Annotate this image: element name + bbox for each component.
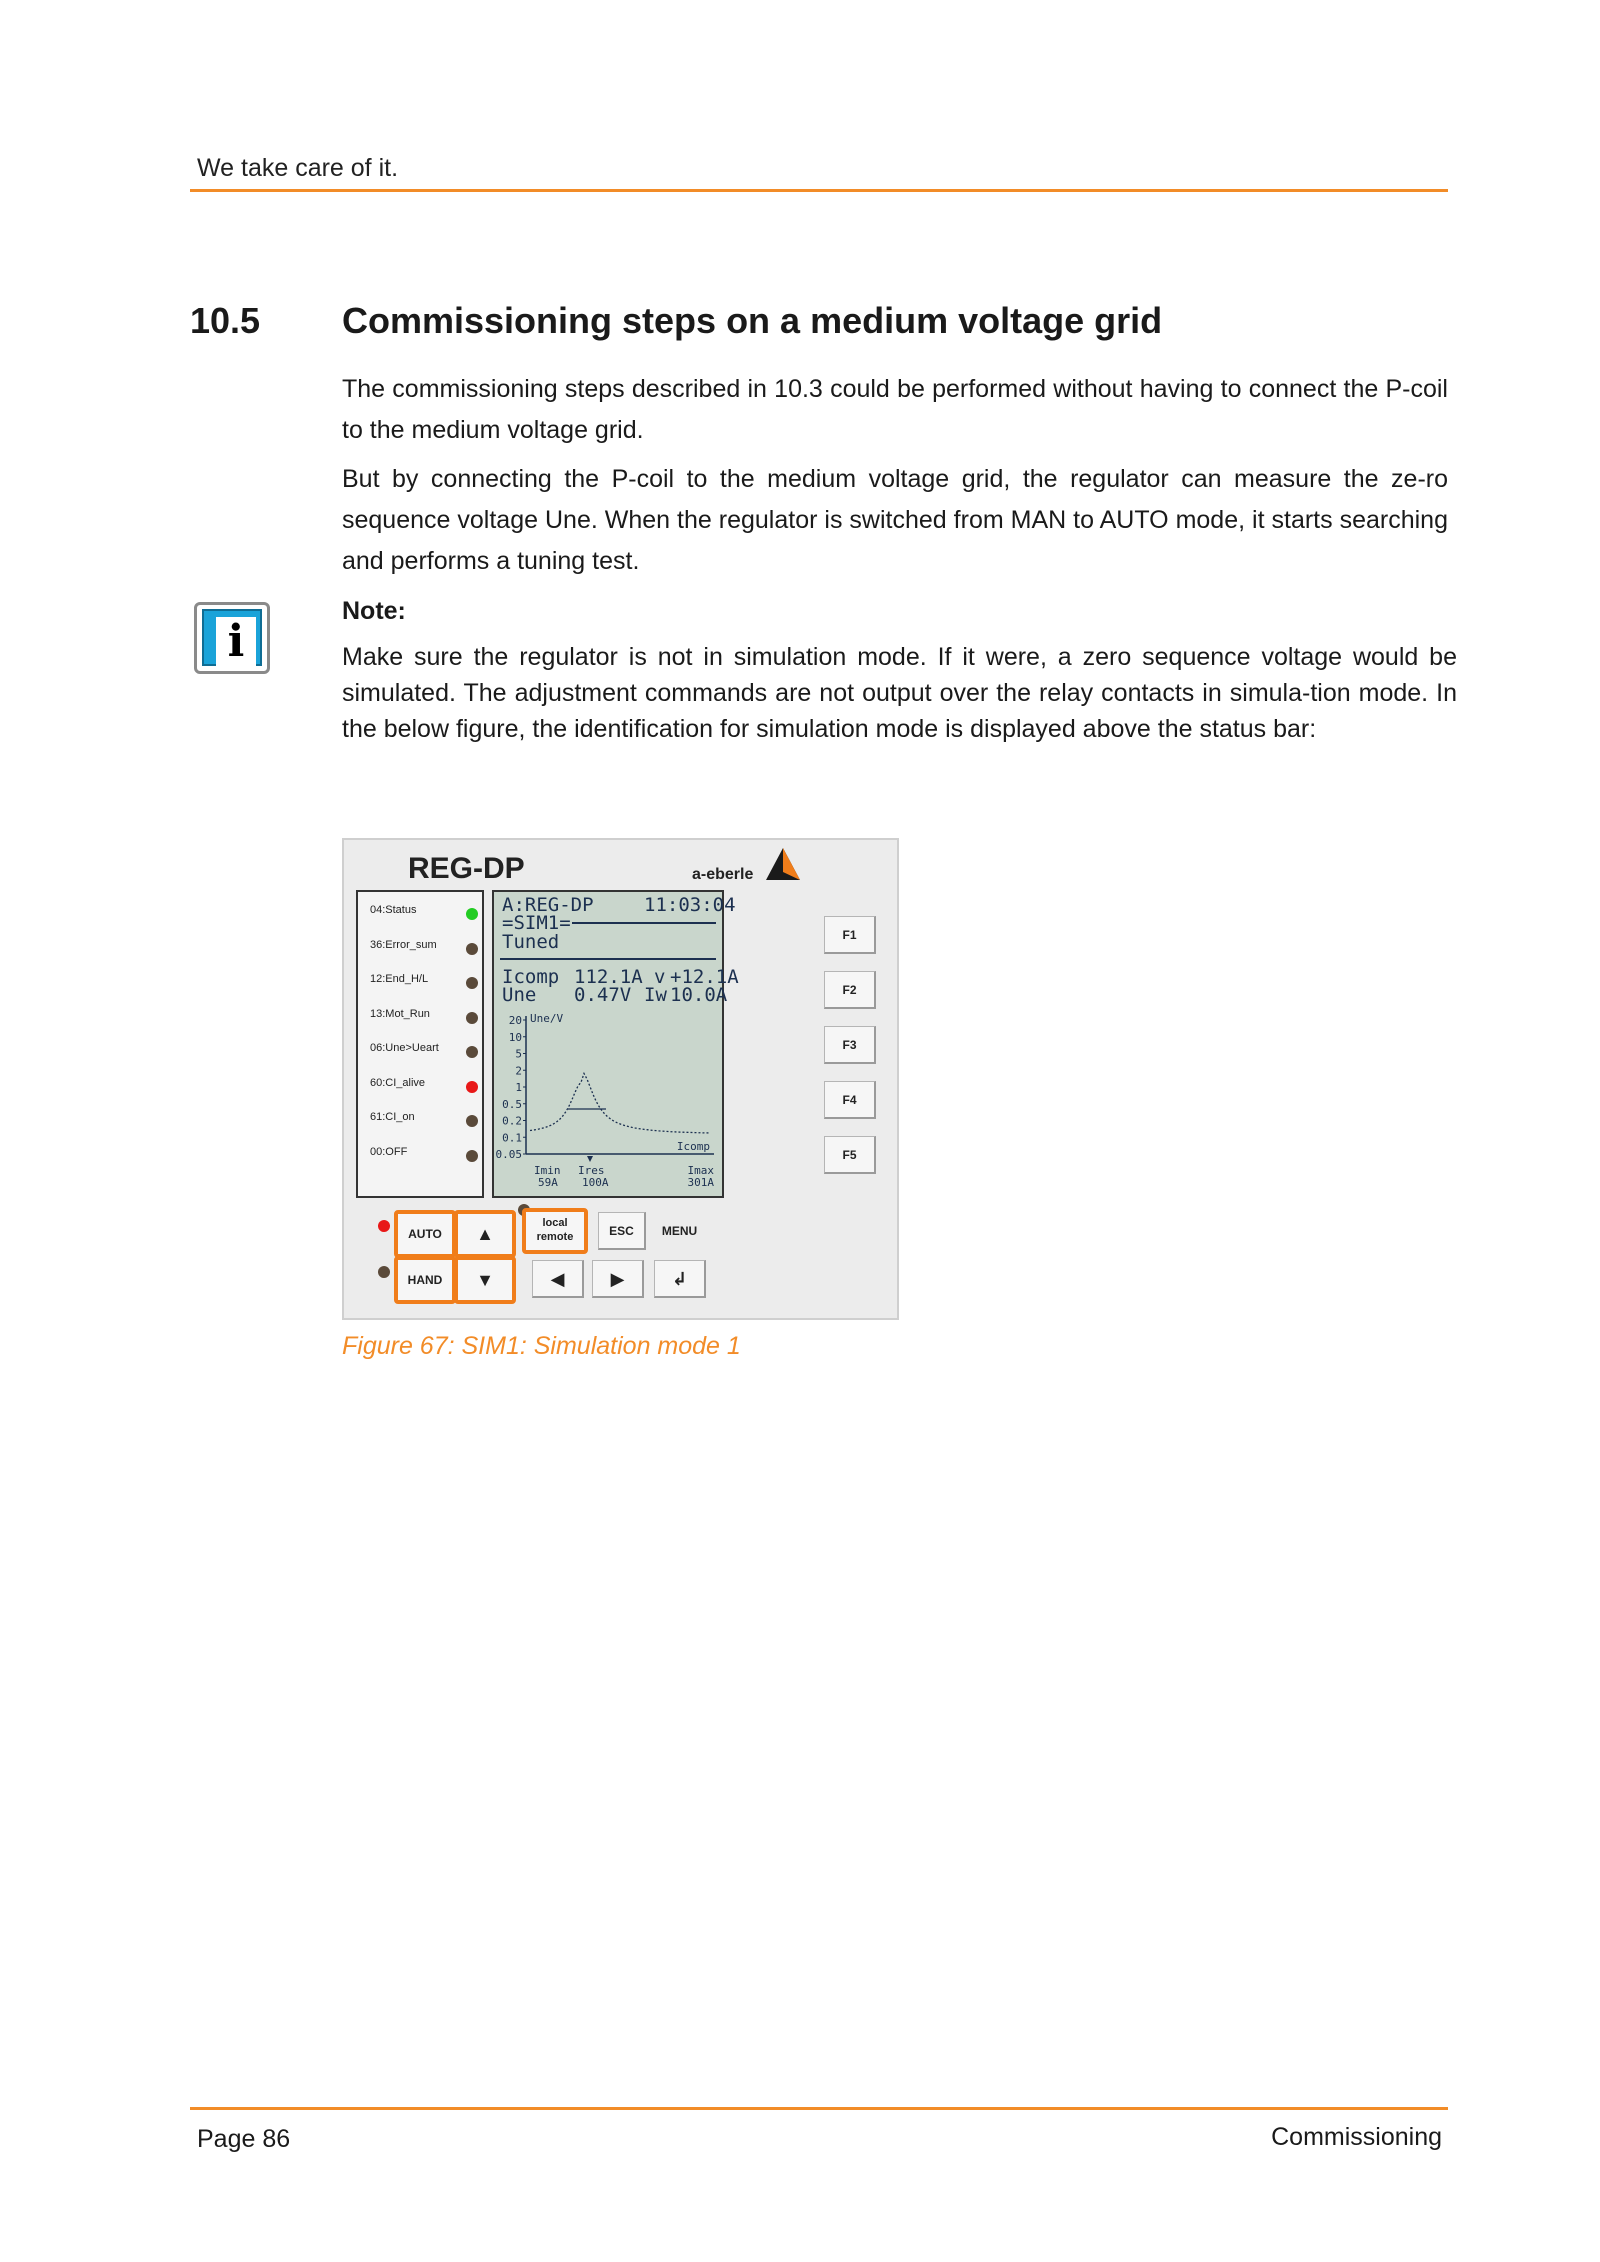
tuning-curve <box>530 1074 710 1134</box>
curve-label: Icomp <box>676 1140 710 1153</box>
paragraph: But by connecting the P-coil to the medium voltage grid, the regulator can measure the ze-ro sequence voltage Une. When the regulator is switched from MAN to AUTO mode, it starts searching and performs a tuning test. <box>342 465 1448 575</box>
status-label: 13:Mot_Run <box>370 1007 430 1020</box>
section-title: Commissioning steps on a medium voltage grid <box>342 300 1163 341</box>
lcd-mode: =SIM1= <box>502 912 571 934</box>
hand-button[interactable] <box>394 1256 456 1304</box>
status-row <box>370 1008 480 1028</box>
lcd-une-value: 0.47V <box>574 984 632 1006</box>
y-tick-label: 0.1 <box>502 1131 522 1145</box>
device-panel-figure <box>342 838 899 1320</box>
paragraph: The commissioning steps described in 10.3 could be performed without having to connect the P-coil to the medium voltage grid. <box>342 375 1448 444</box>
y-tick-label: 0.5 <box>502 1097 522 1111</box>
auto-led <box>378 1220 390 1232</box>
chapter-name: Commissioning <box>1271 2123 1442 2151</box>
function-key-f4[interactable]: F4 <box>824 1081 876 1119</box>
y-tick-label: 10 <box>508 1030 522 1044</box>
lcd-tuning-chart <box>494 892 722 1196</box>
hand-led <box>378 1266 390 1278</box>
section-number: 10.5 <box>190 300 261 341</box>
x-axis-label: Imin <box>534 1164 561 1177</box>
status-row <box>370 1042 480 1062</box>
esc-button[interactable] <box>598 1212 646 1250</box>
lcd-time: 11:03:04 <box>644 894 736 916</box>
y-tick-label: 0.2 <box>502 1114 522 1128</box>
header-rule <box>190 189 1448 192</box>
status-label: 04:Status <box>370 904 417 916</box>
x-axis-value: 301A <box>687 1176 714 1189</box>
status-label: 60:CI_alive <box>370 1076 426 1089</box>
note-heading: Note: <box>342 597 406 625</box>
lcd-title: A:REG-DP <box>502 894 594 916</box>
lcd-icomp-label: Icomp <box>502 966 560 988</box>
note-text: Make sure the regulator is not in simulation mode. If it were, a zero sequence voltage would be simulated. The adjustment commands are not output over the relay contacts in simula-tion mode. In the below figure, the identification for simulation mode is displayed above the status bar: <box>342 643 1457 743</box>
status-led-icon <box>466 1046 478 1058</box>
down-button[interactable] <box>454 1256 516 1304</box>
right-button[interactable] <box>592 1260 644 1298</box>
status-row <box>370 939 480 959</box>
lcd-une-label: Une <box>502 984 537 1006</box>
status-label: 00:OFF <box>370 1145 408 1158</box>
y-tick-label: 2 <box>515 1064 522 1078</box>
y-axis-label: Une/V <box>530 1012 564 1025</box>
status-led-panel <box>356 890 484 1198</box>
status-led-icon <box>466 1081 478 1093</box>
status-label: 06:Une>Ueart <box>370 1042 439 1054</box>
right-arrow-icon: ▶ <box>610 1269 625 1289</box>
status-led-icon <box>466 908 478 920</box>
y-tick-label: 1 <box>515 1081 522 1094</box>
up-arrow-icon: ▲ <box>476 1224 494 1244</box>
y-tick-label: 0.05 <box>495 1148 522 1161</box>
lcd-iw-label: Iw <box>644 984 667 1006</box>
figure-caption: Figure 67: SIM1: Simulation mode 1 <box>342 1332 741 1360</box>
status-led-icon <box>466 977 478 989</box>
y-tick-label: 20 <box>508 1014 522 1027</box>
status-led-icon <box>466 1012 478 1024</box>
status-led-icon <box>466 1115 478 1127</box>
status-label: 36:Error_sum <box>370 938 437 951</box>
auto-button-label: AUTO <box>408 1227 442 1241</box>
header-tagline: We take care of it. <box>197 154 399 182</box>
function-key-f5[interactable]: F5 <box>824 1136 876 1174</box>
lcd-v-label: v <box>654 966 666 988</box>
remote-label: remote <box>536 1231 574 1243</box>
x-axis-value: 100A <box>582 1176 609 1189</box>
left-arrow-icon: ◀ <box>550 1269 565 1289</box>
status-row <box>370 1146 480 1166</box>
info-icon: i <box>194 602 270 674</box>
status-led-icon <box>466 943 478 955</box>
status-row <box>370 973 480 993</box>
x-axis-label: Ires <box>578 1164 605 1177</box>
device-model: REG-DP <box>408 852 525 885</box>
lcd-icomp-value: 112.1A <box>574 966 643 988</box>
function-key-f1[interactable]: F1 <box>824 916 876 954</box>
brand-name: a-eberle <box>692 866 754 883</box>
status-label: 12:End_H/L <box>370 973 429 985</box>
status-row <box>370 904 480 924</box>
lcd-state: Tuned <box>502 931 560 953</box>
page-number: Page 86 <box>197 2125 291 2153</box>
down-arrow-icon: ▼ <box>476 1270 494 1290</box>
enter-icon: ↲ <box>671 1269 688 1289</box>
brand-logo-icon <box>764 846 802 882</box>
local-label: local <box>542 1217 568 1229</box>
status-row <box>370 1077 480 1097</box>
status-label: 61:CI_on <box>370 1111 415 1123</box>
status-led-icon <box>466 1150 478 1162</box>
auto-button[interactable] <box>394 1210 456 1258</box>
lcd-display <box>492 890 739 1198</box>
y-tick-label: 5 <box>515 1047 522 1061</box>
enter-button[interactable] <box>654 1260 706 1298</box>
x-axis-label: Imax <box>687 1164 714 1177</box>
function-key-f3[interactable]: F3 <box>824 1026 876 1064</box>
menu-label: MENU <box>661 1224 698 1238</box>
menu-button[interactable] <box>654 1212 706 1250</box>
esc-label: ESC <box>609 1224 634 1238</box>
function-key-f2[interactable]: F2 <box>824 971 876 1009</box>
lcd-v-value: +12.1A <box>670 966 739 988</box>
lcd-iw-value: 10.0A <box>670 984 728 1006</box>
status-row <box>370 1111 480 1131</box>
x-axis-value: 59A <box>538 1176 558 1189</box>
footer-rule <box>190 2107 1448 2110</box>
up-button[interactable] <box>454 1210 516 1258</box>
left-button[interactable] <box>532 1260 584 1298</box>
hand-button-label: HAND <box>407 1273 443 1287</box>
local-remote-button[interactable] <box>522 1208 588 1254</box>
ires-marker-icon <box>587 1156 593 1162</box>
